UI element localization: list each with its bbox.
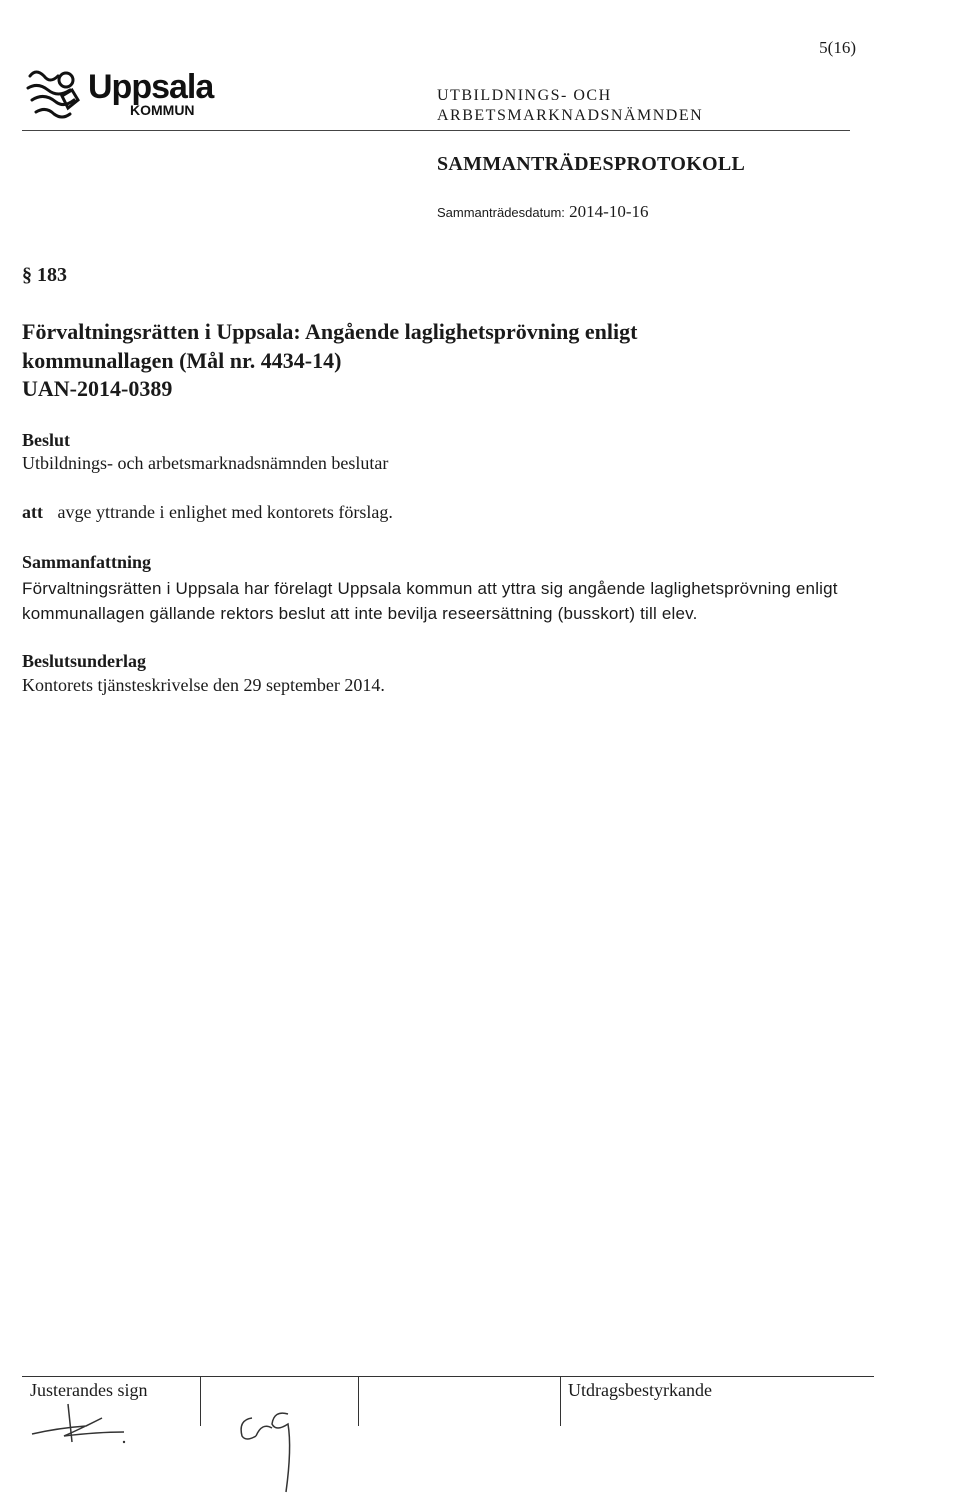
adjusters-sign-label: Justerandes sign (30, 1380, 148, 1400)
decision-heading: Beslut (22, 430, 71, 450)
section-number: § 183 (22, 264, 67, 286)
footer-column-divider (200, 1376, 201, 1426)
board-name-line-1: UTBILDNINGS- OCH (437, 87, 612, 104)
uppsala-kommun-logo (22, 66, 252, 126)
summary-text: Förvaltningsrätten i Uppsala har förelagt Uppsala kommun att yttra sig angående laglighetsprövning enligt kommunallagen gällande rektors beslut att inte bevilja reseersättning (busskort) till elev. (22, 579, 838, 623)
page-number: 5(16) (819, 38, 856, 57)
certification-label: Utdragsbestyrkande (568, 1380, 712, 1400)
footer-column-divider (560, 1376, 561, 1426)
document-title: SAMMANTRÄDESPROTOKOLL (437, 153, 746, 175)
meeting-date (437, 202, 648, 222)
footer-column-divider (358, 1376, 359, 1426)
section-heading: Förvaltningsrätten i Uppsala: Angående laglighetsprövning enligt kommunallagen (Mål nr. 4434-14) (22, 319, 638, 373)
board-name-line-2: ARBETSMARKNADSNÄMNDEN (437, 107, 704, 124)
signature-2 (228, 1388, 328, 1498)
logo-subname: KOMMUN (130, 102, 195, 118)
basis-heading: Beslutsunderlag (22, 651, 147, 671)
board-name (437, 86, 703, 126)
signature-1 (28, 1398, 148, 1458)
basis-text: Kontorets tjänsteskrivelse den 29 september 2014. (22, 675, 385, 695)
meeting-date-label: Sammanträdesdatum: (437, 205, 565, 220)
footer-divider (22, 1376, 874, 1377)
header-divider (22, 130, 850, 131)
decision-item-text: avge yttrande i enlighet med kontorets förslag. (57, 502, 393, 522)
summary-heading: Sammanfattning (22, 552, 152, 572)
decision-att: att (22, 502, 43, 522)
decision-intro: Utbildnings- och arbetsmarknadsnämnden beslutar (22, 453, 389, 473)
logo-name: Uppsala (88, 68, 214, 106)
case-id: UAN-2014-0389 (22, 376, 173, 401)
decision-item (22, 502, 393, 523)
coat-of-arms-icon (22, 66, 86, 124)
meeting-date-value: 2014-10-16 (569, 202, 649, 221)
